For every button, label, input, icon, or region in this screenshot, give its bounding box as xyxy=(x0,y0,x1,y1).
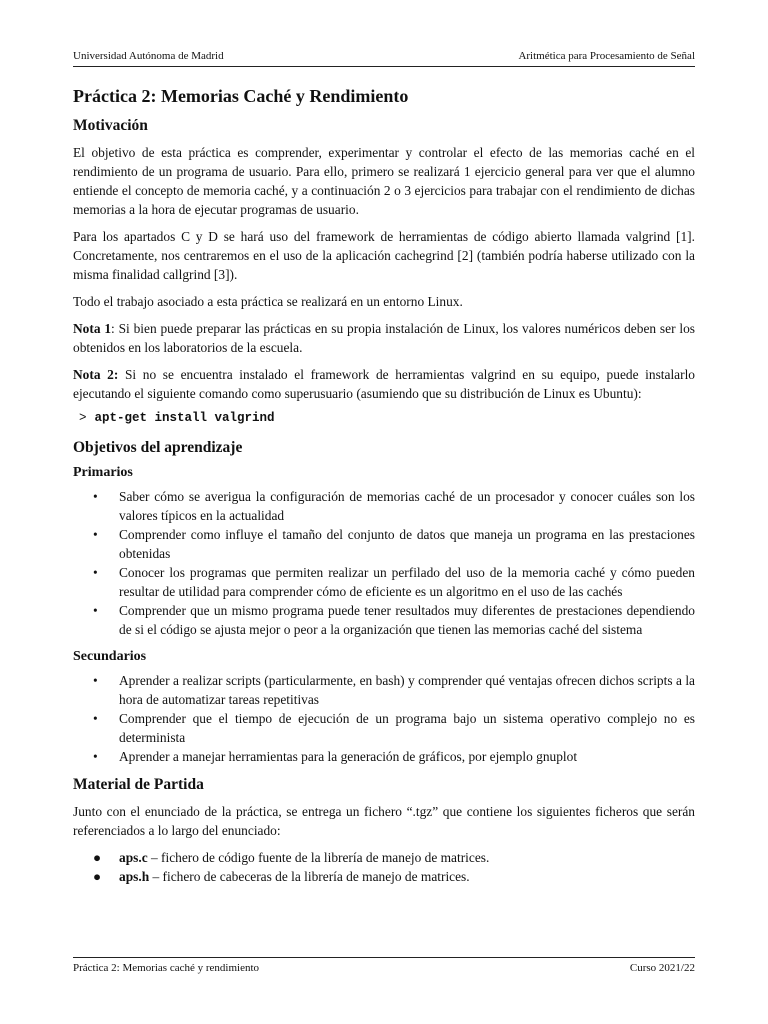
page-content xyxy=(73,86,695,896)
bullet-icon: • xyxy=(93,489,98,504)
footer-course-year: Curso 2021/22 xyxy=(629,962,695,974)
section-objetivos-heading: Objetivos del aprendizaje xyxy=(73,439,243,456)
header-institution: Universidad Autónoma de Madrid xyxy=(73,50,224,62)
section-motivacion-heading: Motivación xyxy=(73,117,148,134)
file-desc: – fichero de cabeceras de la librería de manejo de matrices. xyxy=(149,869,470,884)
bullet-icon: • xyxy=(93,527,98,542)
list-item: • Aprender a realizar scripts (particularmente, en bash) y comprender qué ventajas ofrecen dichos scripts a la hora de automatizar tareas repetitivas xyxy=(93,673,695,707)
document-title: Práctica 2: Memorias Caché y Rendimiento xyxy=(73,86,409,106)
list-item: • Aprender a manejar herramientas para la generación de gráficos, por ejemplo gnuplot xyxy=(93,749,578,764)
bullet-icon: • xyxy=(93,749,98,764)
bullet-icon: ● xyxy=(93,869,102,884)
list-item: • Saber cómo se averigua la configuración de memorias caché de un procesador y conocer cuáles son los valores típicos en la actualidad xyxy=(93,489,695,523)
command-prompt: > xyxy=(79,411,87,425)
secundarios-list xyxy=(73,671,695,766)
files-list xyxy=(73,848,695,886)
file-name: aps.h xyxy=(119,869,150,884)
secundarios-heading: Secundarios xyxy=(73,649,147,664)
nota-1-label: Nota 1 xyxy=(73,321,112,336)
primarios-heading: Primarios xyxy=(73,465,133,480)
install-command xyxy=(79,411,695,425)
file-name: aps.c xyxy=(119,850,148,865)
list-item xyxy=(73,848,695,867)
motivacion-paragraph-3: Todo el trabajo asociado a esta práctica se realizará en un entorno Linux. xyxy=(73,294,463,309)
nota-1-text: : Si bien puede preparar las prácticas en su propia instalación de Linux, los valores numéricos deben ser los obtenidos en los laboratorios de la escuela. xyxy=(73,321,695,355)
nota-2-text: Si no se encuentra instalado el framework de herramientas valgrind en su equipo, puede instalarlo ejecutando el siguiente comando como superusuario (asumiendo que su distribución de Linux es Ubuntu): xyxy=(73,367,695,401)
motivacion-paragraph-2: Para los apartados C y D se hará uso del framework de herramientas de código abierto llamada valgrind [1]. Concretamente, nos centraremos en el uso de la aplicación cachegrind [2] (también podría haberse utilizado con la misma finalidad callgrind [3]). xyxy=(73,229,695,282)
motivacion-paragraph-1: El objetivo de esta práctica es comprender, experimentar y controlar el efecto de las memorias caché en el rendimiento de un programa de usuario. Para ello, primero se realizará 1 ejercicio general para ver que el alumno entiende el concepto de memoria caché, y a continuación 2 o 3 ejercicios para trabajar con el rendimiento de dichas memorias a la hora de ejecutar programas de usuario. xyxy=(73,145,695,217)
nota-2-label: Nota 2: xyxy=(73,367,119,382)
footer-title: Práctica 2: Memorias caché y rendimiento xyxy=(73,962,260,974)
list-item: • Comprender como influye el tamaño del conjunto de datos que maneja un programa en las prestaciones obtenidas xyxy=(93,527,695,561)
page-footer xyxy=(73,957,695,974)
bullet-icon: • xyxy=(93,565,98,580)
page-header xyxy=(73,50,695,67)
nota-1 xyxy=(73,319,695,357)
bullet-icon: ● xyxy=(93,850,102,865)
list-item: • Conocer los programas que permiten realizar un perfilado del uso de la memoria caché y cómo pueden resultar de utilidad para comprender cómo de eficiente es un algoritmo en el uso de las cachés xyxy=(93,565,695,599)
list-item xyxy=(73,867,695,886)
list-item: • Comprender que un mismo programa puede tener resultados muy diferentes de prestaciones dependiendo de si el código se ajusta mejor o peor a la organización que tienen las memorias caché del sistema xyxy=(93,603,695,637)
command-text: apt-get install valgrind xyxy=(94,411,275,425)
bullet-icon: • xyxy=(93,603,98,618)
file-desc: – fichero de código fuente de la librería de manejo de matrices. xyxy=(147,850,490,865)
material-paragraph: Junto con el enunciado de la práctica, se entrega un fichero “.tgz” que contiene los siguientes ficheros que serán referenciados a lo largo del enunciado: xyxy=(73,804,695,838)
bullet-icon: • xyxy=(93,673,98,688)
header-course: Aritmética para Procesamiento de Señal xyxy=(518,50,695,62)
primarios-list xyxy=(73,487,695,639)
bullet-icon: • xyxy=(93,711,98,726)
nota-2 xyxy=(73,365,695,403)
section-material-heading: Material de Partida xyxy=(73,776,204,793)
list-item: • Comprender que el tiempo de ejecución de un programa bajo un sistema operativo complejo no es determinista xyxy=(93,711,695,745)
